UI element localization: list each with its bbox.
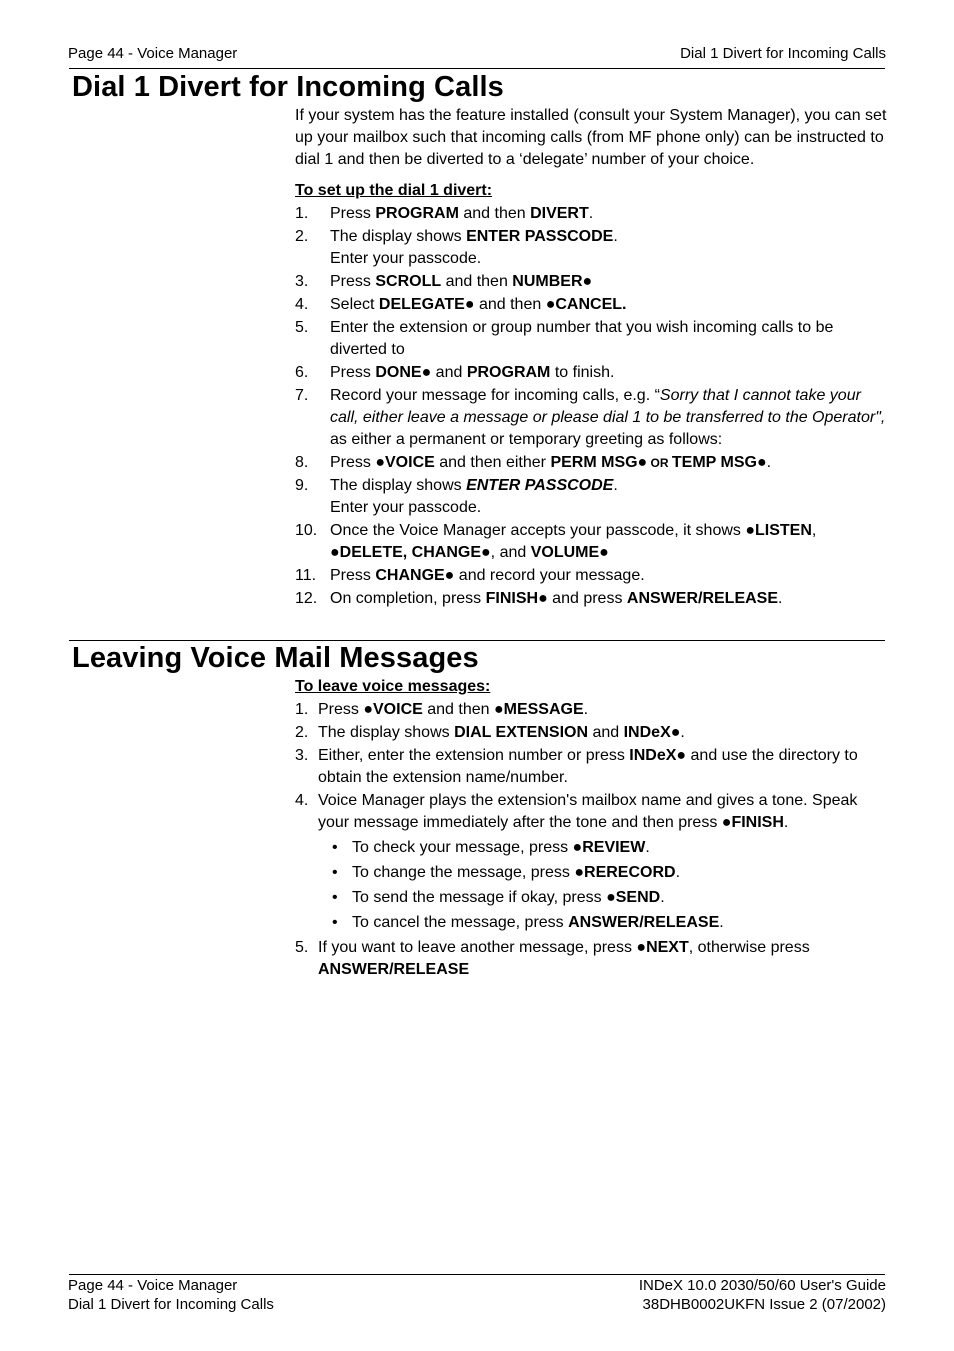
step-11: 11. Press CHANGE● and record your message. xyxy=(295,565,890,587)
step-number: 6. xyxy=(295,364,309,381)
step-12: 12. On completion, press FINISH● and press ANSWER/RELEASE. xyxy=(295,588,890,610)
step-number: 4. xyxy=(295,296,309,313)
leave-step-1: 1. Press ●VOICE and then ●MESSAGE. xyxy=(295,699,890,721)
section1-body xyxy=(295,105,890,611)
step-number: 7. xyxy=(295,387,309,404)
step-5: 5. Enter the extension or group number that you wish incoming calls to be diverted to xyxy=(295,319,834,358)
bullet-icon: • xyxy=(332,864,338,881)
step-2: 2. The display shows ENTER PASSCODE. Enter your passcode. xyxy=(295,228,618,267)
footer-rule xyxy=(69,1274,885,1275)
step-number: 12. xyxy=(295,590,318,607)
step-number: 10. xyxy=(295,522,318,539)
section1-title: Dial 1 Divert for Incoming Calls xyxy=(72,71,504,103)
header-right: Dial 1 Divert for Incoming Calls xyxy=(680,45,886,62)
step-9: 9. The display shows ENTER PASSCODE. Enter your passcode. xyxy=(295,477,618,516)
footer-right xyxy=(639,1276,886,1314)
step-number: 4. xyxy=(295,792,309,809)
footer-issue: 38DHB0002UKFN Issue 2 (07/2002) xyxy=(642,1296,886,1313)
step-number: 5. xyxy=(295,319,309,336)
footer-page: Page 44 - Voice Manager xyxy=(68,1277,238,1294)
step-number: 1. xyxy=(295,205,309,222)
footer-section: Dial 1 Divert for Incoming Calls xyxy=(68,1296,274,1313)
bullet-icon: • xyxy=(332,839,338,856)
step-number: 8. xyxy=(295,454,309,471)
bullet-item: • To cancel the message, press ANSWER/RELEASE. xyxy=(332,912,890,934)
step-number: 2. xyxy=(295,228,309,245)
step-number: 11. xyxy=(295,567,317,584)
bullet-item: • To send the message if okay, press ●SEND. xyxy=(332,887,890,909)
step-number: 3. xyxy=(295,273,309,290)
section1-intro: If your system has the feature installed (consult your System Manager), you can set up your mailbox such that incoming calls (from MF phone only) can be instructed to dial 1 and then be diverted to a ‘delegate’ number of your choice. xyxy=(295,107,887,168)
step-number: 2. xyxy=(295,724,309,741)
header-left: Page 44 - Voice Manager xyxy=(68,45,238,62)
step-10: 10. Once the Voice Manager accepts your passcode, it shows ●LISTEN, ●DELETE, CHANGE●, and VOLUME● xyxy=(295,522,817,561)
section1-subheading: To set up the dial 1 divert: xyxy=(295,182,493,199)
step-4: 4. Select DELEGATE● and then ●CANCEL. xyxy=(295,294,890,316)
header-rule xyxy=(69,68,885,69)
step-number: 3. xyxy=(295,747,309,764)
section2-body xyxy=(295,676,890,982)
leave-step-4: 4. Voice Manager plays the extension's mailbox name and gives a tone. Speak your message immediately after the tone and then press ●FINISH. xyxy=(295,792,858,831)
footer-guide: INDeX 10.0 2030/50/60 User's Guide xyxy=(638,1277,886,1294)
step-8: 8. Press ●VOICE and then either PERM MSG● OR TEMP MSG●. xyxy=(295,452,890,474)
step-1: 1. Press PROGRAM and then DIVERT. xyxy=(295,203,890,225)
bullet-item: • To change the message, press ●RERECORD. xyxy=(332,862,890,884)
step-number: 9. xyxy=(295,477,309,494)
leave-step-3: 3. Either, enter the extension number or press INDeX● and use the directory to obtain the extension name/number. xyxy=(295,747,858,786)
step-7: 7. Record your message for incoming calls, e.g. “Sorry that I cannot take your call, either leave a message or please dial 1 to be transferred to the Operator", as either a permanent or temporary greeting as follows: xyxy=(295,387,886,448)
bullet-icon: • xyxy=(332,914,338,931)
section2-title: Leaving Voice Mail Messages xyxy=(72,642,479,674)
bullet-icon: • xyxy=(332,889,338,906)
footer-left xyxy=(68,1276,274,1314)
section2-subheading: To leave voice messages: xyxy=(295,678,491,695)
leave-step-2: 2. The display shows DIAL EXTENSION and INDeX●. xyxy=(295,722,890,744)
section-divider xyxy=(69,640,885,641)
step-6: 6. Press DONE● and PROGRAM to finish. xyxy=(295,362,890,384)
step-3: 3. Press SCROLL and then NUMBER● xyxy=(295,271,890,293)
step-number: 1. xyxy=(295,701,309,718)
bullet-item: • To check your message, press ●REVIEW. xyxy=(332,837,890,859)
step-number: 5. xyxy=(295,939,309,956)
leave-step-5: 5. If you want to leave another message, press ●NEXT, otherwise press ANSWER/RELEASE xyxy=(295,939,810,978)
